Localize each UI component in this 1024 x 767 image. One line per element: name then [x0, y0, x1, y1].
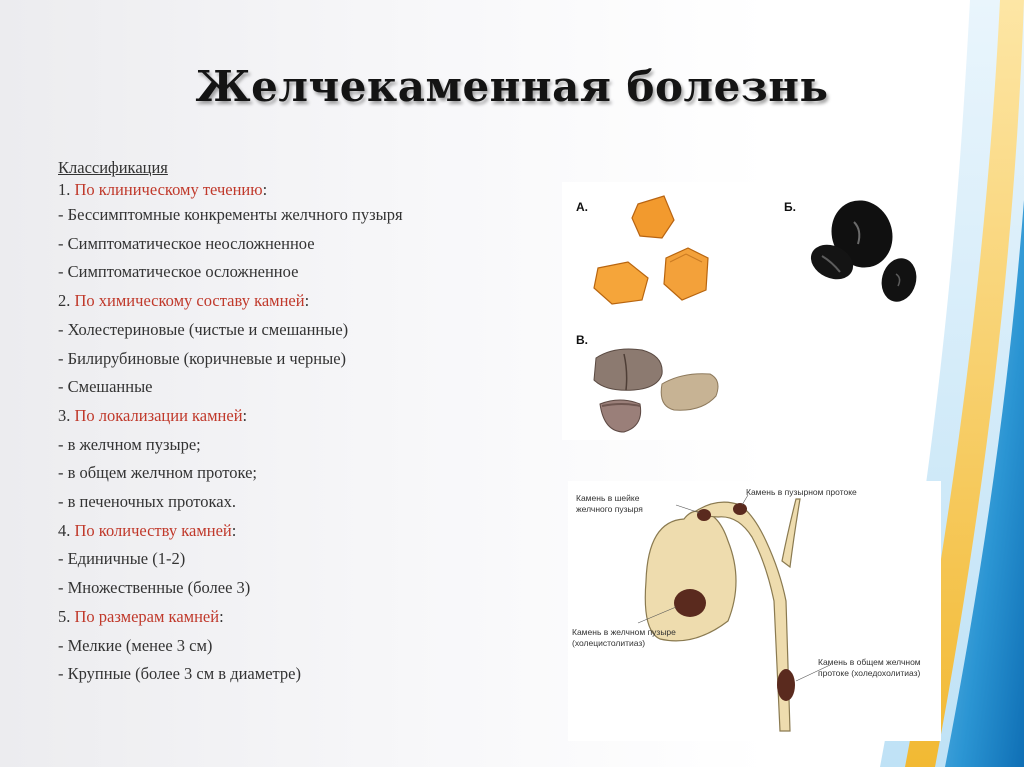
list-item: - Симптоматическое осложненное: [58, 262, 299, 282]
stone-bladder: [674, 589, 706, 617]
page-title: Желчекаменная болезнь: [195, 62, 829, 111]
group-number: 4.: [58, 520, 75, 540]
stone-neck: [697, 509, 711, 521]
leader-line: [676, 505, 700, 513]
classification-heading: Классификация: [58, 158, 168, 177]
caption-cystic: Камень в пузырном протоке: [746, 487, 857, 497]
list-item: - Холестериновые (чистые и смешанные): [58, 319, 349, 339]
gallstones-drawing: [562, 182, 927, 440]
group-label: По локализации камней: [74, 405, 243, 425]
list-item: - Единичные (1-2): [58, 549, 186, 569]
figure-label-a: А.: [576, 200, 588, 214]
list-item: - Билирубиновые (коричневые и черные): [58, 348, 347, 368]
cholesterol-stones: [594, 196, 708, 304]
group-label: По количеству камней: [74, 520, 232, 540]
list-item: - в желчном пузыре;: [58, 434, 201, 454]
gallstones-figure: [562, 182, 927, 440]
caption-line: (холецистолитиаз): [572, 638, 646, 648]
list-item: - Симптоматическое неосложненное: [58, 233, 315, 253]
list-item: - в общем желчном протоке;: [58, 463, 258, 483]
group-number: 2.: [58, 291, 75, 311]
pigment-stones: [805, 192, 921, 306]
colon: :: [219, 606, 224, 626]
colon: :: [262, 180, 268, 199]
group-number: 3.: [58, 405, 75, 425]
caption-line: протоке (холедохолитиаз): [818, 668, 921, 678]
list-item: - в печеночных протоках.: [58, 492, 236, 512]
caption-line: Камень в желчном пузыре: [572, 627, 676, 637]
caption-line: желчного пузыря: [576, 504, 643, 514]
caption-common: [818, 657, 921, 679]
colon: :: [242, 405, 248, 425]
group-5-title: [58, 603, 548, 632]
figure-label-b: Б.: [784, 200, 796, 214]
list-item: - Крупные (более 3 см в диаметре): [58, 664, 302, 684]
group-number: 1.: [58, 180, 75, 199]
gallbladder-shape: [645, 499, 800, 731]
colon: :: [231, 520, 237, 540]
colon: :: [304, 291, 310, 311]
caption-line: Камень в шейке: [576, 493, 640, 503]
list-item: - Смешанные: [58, 377, 153, 397]
group-1-title: [58, 179, 548, 201]
group-4-title: [58, 517, 548, 546]
list-item: - Множественные (более 3): [58, 578, 251, 598]
group-3-title: [58, 402, 548, 431]
group-label: По клиническому течению: [74, 180, 263, 199]
caption-neck: [576, 493, 643, 515]
group-label: По химическому составу камней: [74, 291, 305, 311]
classification-list: [58, 157, 548, 689]
list-item: - Бессимптомные конкременты желчного пузыря: [58, 205, 403, 224]
mixed-stones: [594, 349, 718, 432]
caption-line: Камень в общем желчном: [818, 657, 921, 667]
gallbladder-drawing: [568, 481, 941, 741]
gallbladder-figure: [568, 481, 941, 741]
caption-bladder: [572, 627, 676, 649]
stone-common-duct: [777, 669, 795, 701]
figure-label-v: В.: [576, 333, 588, 347]
stone-cystic-duct: [733, 503, 747, 515]
group-2-title: [58, 287, 548, 316]
group-number: 5.: [58, 606, 75, 626]
group-label: По размерам камней: [74, 606, 220, 626]
list-item: - Мелкие (менее 3 см): [58, 635, 213, 655]
